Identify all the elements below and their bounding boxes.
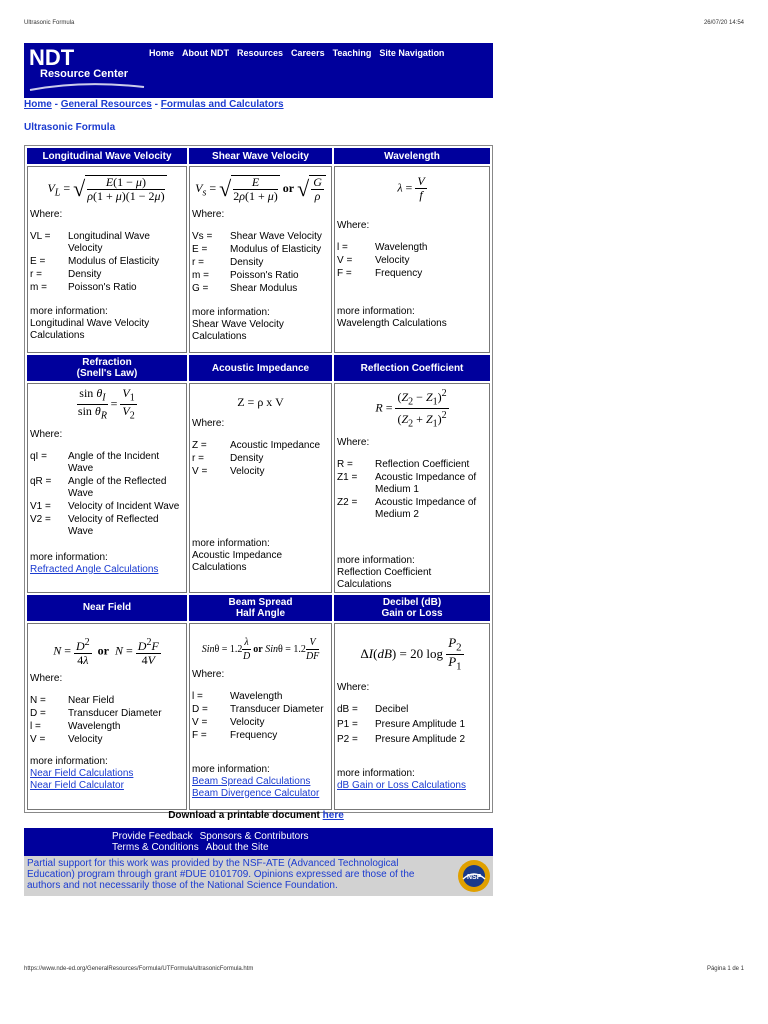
header-reflection: Reflection Coefficient (334, 355, 490, 381)
where-label: Where: (337, 220, 370, 231)
def-desc: Velocity (68, 733, 103, 745)
near-field-equation: N = $\frac{D^2}{4\lambda}$ or N = $\frac{D^2F}{4V}$ (53, 636, 159, 667)
def-symbol: r = (192, 453, 204, 464)
def-symbol: V2 = (30, 513, 51, 525)
footer-link-about[interactable]: About the Site (205, 842, 269, 853)
breadcrumb-general-resources[interactable]: General Resources (60, 99, 152, 110)
decibel-equation: ΔI(dB) = 20 log $\frac{P_2}{P_1}$ (360, 634, 462, 673)
def-desc: Acoustic Impedance (230, 440, 321, 451)
def-desc: Modulus of Elasticity (230, 244, 322, 255)
def-desc: Velocity (375, 255, 410, 266)
where-label: Where: (192, 209, 225, 220)
def-desc: Acoustic Impedance of Medium 1 (375, 471, 477, 495)
def-desc: Velocity of Reflected Wave (68, 513, 159, 537)
where-label: Where: (30, 672, 63, 684)
def-desc: Wavelength (375, 242, 428, 253)
more-info-label: more information: (30, 306, 108, 317)
def-symbol: l = (337, 242, 348, 253)
def-desc: Decibel (375, 703, 409, 715)
def-desc: Poisson's Ratio (230, 270, 299, 281)
header-line: (Snell's Law) (76, 368, 138, 379)
footer-link-sponsors[interactable]: Sponsors & Contributors (199, 831, 309, 842)
logo-swoosh-icon (28, 82, 146, 92)
def-symbol: VL = (30, 231, 51, 242)
breadcrumb-separator: - (151, 99, 161, 110)
def-desc: Modulus of Elasticity (68, 256, 160, 267)
def-symbol: E = (192, 244, 208, 255)
def-symbol: m = (192, 270, 209, 281)
nsf-logo-icon[interactable] (457, 859, 491, 893)
def-symbol: E = (30, 256, 46, 267)
where-label: Where: (30, 428, 63, 440)
more-info-text: Shear Wave Velocity Calculations (192, 319, 284, 342)
header-wavelength: Wavelength (334, 148, 490, 164)
header-line: Half Angle (235, 607, 286, 619)
def-symbol: r = (192, 257, 204, 268)
breadcrumb (24, 99, 284, 110)
page-title: Ultrasonic Formula (24, 122, 116, 133)
def-symbol: N = (30, 694, 46, 706)
def-symbol: V1 = (30, 500, 51, 512)
download-line (0, 810, 512, 821)
header-decibel (334, 595, 490, 621)
nav-site-navigation[interactable]: Site Navigation (379, 48, 445, 58)
def-symbol: dB = (337, 703, 358, 715)
where-label: Where: (192, 668, 225, 680)
def-symbol: P2 = (337, 733, 358, 745)
more-info-label: more information: (30, 551, 108, 563)
def-desc: Velocity of Incident Wave (68, 500, 180, 512)
def-desc: Near Field (68, 694, 115, 706)
def-symbol: F = (192, 729, 207, 741)
more-info-label: more information: (192, 307, 270, 318)
db-gain-loss-link[interactable]: dB Gain or Loss Calculations (337, 779, 466, 791)
header-beam-spread (189, 595, 332, 621)
cell-shear (189, 166, 332, 353)
def-desc: Velocity (230, 716, 265, 728)
header-shear: Shear Wave Velocity (189, 148, 332, 164)
def-desc: Density (68, 269, 102, 280)
more-info-text: Wavelength Calculations (337, 318, 447, 329)
def-symbol: D = (30, 707, 46, 719)
nsf-support-box (24, 856, 493, 896)
resource-center-logo-text[interactable]: Resource Center (40, 68, 129, 80)
header-line: Decibel (dB) (382, 596, 442, 608)
impedance-equation: Z = ρ x V (237, 395, 284, 409)
more-info-label: more information: (30, 755, 108, 767)
header-line: Gain or Loss (381, 607, 443, 619)
nav-careers[interactable]: Careers (291, 48, 325, 58)
def-desc: Frequency (230, 729, 278, 741)
cell-near-field (27, 623, 187, 810)
nav-resources[interactable]: Resources (237, 48, 284, 58)
def-desc: Longitudinal Wave Velocity (68, 231, 150, 254)
def-symbol: Z1 = (337, 471, 358, 483)
more-info-label: more information: (337, 767, 415, 779)
def-symbol: Z = (192, 440, 207, 451)
snell-equation: $\frac{\sin \theta_I}{\sin \theta_R}$ = $\frac{V_1}{V_2}$ (77, 386, 135, 422)
where-label: Where: (30, 209, 63, 220)
footer-link-feedback[interactable]: Provide Feedback (112, 831, 193, 842)
cell-reflection (334, 383, 490, 593)
def-desc: Presure Amplitude 2 (375, 733, 466, 745)
more-info-text: Reflection Coefficient Calculations (337, 566, 432, 590)
def-desc: Presure Amplitude 1 (375, 718, 466, 730)
longitudinal-equation: $V_L$ = √ $\frac{E(1 - \mu)}{\rho(1 + \mu)(1 - 2\mu)}$ (47, 175, 165, 203)
def-desc: Reflection Coefficient (375, 458, 470, 470)
reflection-equation: R = $\frac{(Z_2 - Z_1)^2}{(Z_2 + Z_1)^2}$ (375, 388, 447, 430)
header-line: Beam Spread (228, 596, 293, 608)
ndt-logo-text[interactable]: NDT (29, 45, 75, 70)
cell-refraction (27, 383, 187, 593)
def-desc: Wavelength (230, 690, 283, 702)
header-impedance: Acoustic Impedance (189, 355, 332, 381)
nsf-support-text: Partial support for this work was provided by the NSF-ATE (Advanced Technological Education) program through grant #DUE 0101709. Opinions expressed are those of the authors and not necessarily those of the National Science Foundation. (27, 858, 415, 891)
def-symbol: m = (30, 282, 47, 293)
def-desc: Acoustic Impedance of Medium 2 (375, 496, 477, 520)
def-desc: Shear Modulus (230, 283, 298, 294)
near-field-calculations-link[interactable]: Near Field Calculations (30, 767, 134, 779)
top-navigation (149, 48, 444, 58)
more-info-text: Longitudinal Wave Velocity Calculations (30, 318, 150, 341)
header-longitudinal: Longitudinal Wave Velocity (27, 148, 187, 164)
breadcrumb-home[interactable]: Home (24, 99, 52, 110)
header-line: Refraction (82, 357, 132, 368)
cell-decibel (334, 623, 490, 810)
def-desc: Poisson's Ratio (68, 282, 137, 293)
more-info-label: more information: (192, 763, 270, 775)
def-symbol: F = (337, 268, 352, 279)
formula-table (24, 145, 493, 813)
footer-navigation (24, 828, 493, 856)
def-desc: Shear Wave Velocity (230, 231, 322, 242)
nav-about-ndt[interactable]: About NDT (182, 48, 230, 58)
beam-spread-equation: Sinθ = 1.2 $\frac{\lambda}{D}$ or Sinθ = 1.2 $\frac{V}{DF}$ (201, 636, 320, 662)
site-banner (24, 43, 493, 98)
print-footer-page: Página 1 de 1 (706, 966, 744, 972)
def-desc: Transducer Diameter (68, 707, 162, 719)
def-desc: Velocity (230, 466, 265, 477)
download-text: Download a printable document (168, 810, 323, 821)
wavelength-equation: λ = $\frac{V}{f}$ (397, 174, 425, 202)
refracted-angle-link[interactable]: Refracted Angle Calculations (30, 563, 159, 575)
def-desc: Frequency (375, 268, 423, 279)
def-desc: Angle of the Incident Wave (68, 450, 160, 474)
def-symbol: l = (30, 720, 41, 732)
def-symbol: G = (192, 283, 209, 294)
cell-wavelength (334, 166, 490, 353)
print-header-title: Ultrasonic Formula (24, 20, 75, 26)
def-desc: Density (230, 257, 264, 268)
print-header-date: 26/07/20 14:54 (703, 20, 744, 26)
more-info-label: more information: (192, 538, 270, 549)
def-symbol: V = (30, 733, 46, 745)
def-symbol: D = (192, 703, 208, 715)
def-symbol: P1 = (337, 718, 358, 730)
beam-divergence-link[interactable]: Beam Divergence Calculator (192, 787, 320, 799)
more-info-label: more information: (337, 554, 415, 566)
more-info-text: Acoustic Impedance Calculations (192, 550, 283, 573)
near-field-calculator-link[interactable]: Near Field Calculator (30, 779, 124, 791)
cell-longitudinal (27, 166, 187, 353)
where-label: Where: (337, 681, 370, 693)
def-symbol: V = (192, 716, 208, 728)
print-footer-url: https://www.nde-ed.org/GeneralResources/Formula/UTFormula/ultrasonicFormula.htm (24, 966, 254, 972)
more-info-label: more information: (337, 306, 415, 317)
def-symbol: Vs = (192, 231, 213, 242)
beam-spread-link[interactable]: Beam Spread Calculations (192, 775, 311, 787)
def-symbol: V = (337, 255, 353, 266)
nav-teaching[interactable]: Teaching (332, 48, 372, 58)
def-desc: Transducer Diameter (230, 703, 324, 715)
def-desc: Wavelength (68, 720, 121, 732)
cell-impedance (189, 383, 332, 593)
def-desc: Density (230, 453, 264, 464)
shear-equation: $V_s$ = √ $\frac{E}{2\rho(1 + \mu)}$ or √ $\frac{G}{\rho}$ (192, 169, 329, 207)
breadcrumb-separator: - (51, 99, 61, 110)
def-symbol: r = (30, 269, 42, 280)
def-symbol: qR = (30, 475, 52, 487)
download-here-link[interactable]: here (322, 810, 344, 821)
def-symbol: V = (192, 466, 208, 477)
where-label: Where: (192, 418, 225, 429)
nsf-logo-text: NSF (467, 874, 481, 881)
def-symbol: qI = (30, 450, 47, 462)
footer-link-terms[interactable]: Terms & Conditions (112, 842, 199, 853)
where-label: Where: (337, 436, 370, 448)
def-symbol: l = (192, 690, 203, 702)
header-near-field: Near Field (27, 595, 187, 621)
nav-home[interactable]: Home (149, 48, 175, 58)
def-symbol: Z2 = (337, 496, 358, 508)
cell-beam-spread (189, 623, 332, 810)
breadcrumb-formulas[interactable]: Formulas and Calculators (160, 99, 284, 110)
def-desc: Angle of the Reflected Wave (68, 475, 167, 499)
def-symbol: R = (337, 458, 353, 470)
header-refraction (27, 355, 187, 381)
